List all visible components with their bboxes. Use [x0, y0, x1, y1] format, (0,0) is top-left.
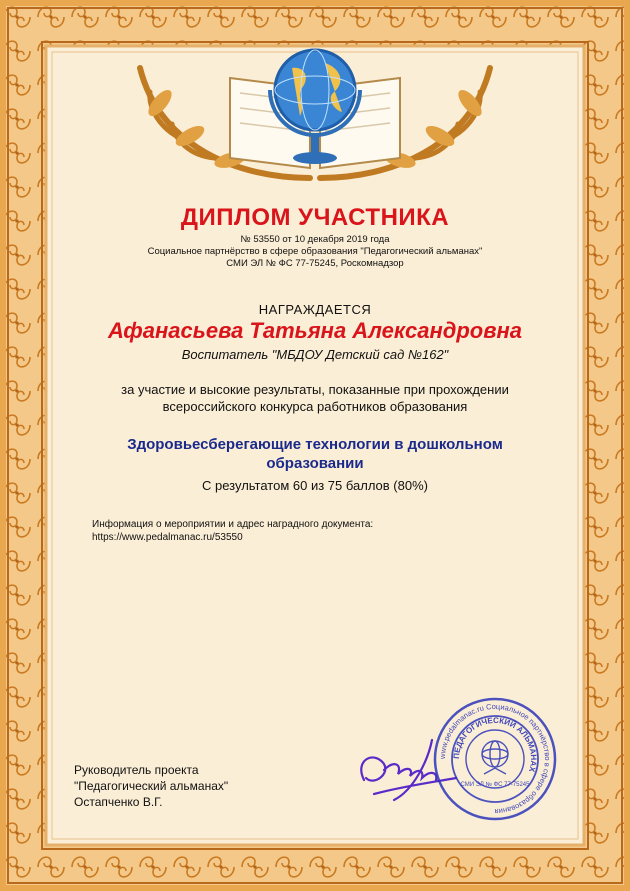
description-line-1: за участие и высокие результаты, показанные при прохождении [121, 382, 509, 397]
signatory-org: "Педагогический альманах" [74, 779, 229, 793]
media-registration: СМИ ЭЛ № ФС 77-75245, Роскомнадзор [226, 258, 404, 269]
contest-topic-line-2: образовании [266, 455, 364, 472]
contest-topic-line-1: Здоровьесберегающие технологии в дошкольном [127, 436, 503, 453]
recipient-name: Афанасьева Татьяна Александровна [107, 318, 523, 343]
contest-result: С результатом 60 из 75 баллов (80%) [202, 478, 428, 493]
svg-text:ПЕДАГОГИЧЕСКИЙ АЛЬМАНАХ [452, 716, 538, 774]
awarded-label: НАГРАЖДАЕТСЯ [258, 302, 372, 317]
diploma-title: ДИПЛОМ УЧАСТНИКА [180, 204, 450, 231]
stamp-bottom-text: СМИ ЭЛ № ФС 77-75245 [460, 782, 530, 788]
registration-number: № 53550 от 10 декабря 2019 года [240, 234, 390, 245]
signatory-title: Руководитель проекта [74, 763, 199, 777]
event-info [92, 518, 373, 544]
stamp-icon [432, 696, 558, 822]
description-line-2: всероссийского конкурса работников образования [162, 399, 468, 414]
signatory-block [74, 762, 228, 810]
event-info-label: Информация о мероприятии и адрес наградного документа: [92, 519, 374, 530]
signatory-name: Остапченко В.Г. [74, 795, 163, 809]
stamp-inner-text: ПЕДАГОГИЧЕСКИЙ АЛЬМАНАХ [451, 715, 539, 774]
organizer-line: Социальное партнёрство в сфере образования "Педагогический альманах" [147, 246, 483, 257]
stamp-outer-text: www.pedalmanac.ru Социальное партнёрство в сфере образования [437, 701, 553, 817]
recipient-position: Воспитатель "МБДОУ Детский сад №162" [181, 347, 449, 362]
event-info-url[interactable]: https://www.pedalmanac.ru/53550 [92, 532, 243, 543]
globe-book-emblem [120, 8, 510, 208]
